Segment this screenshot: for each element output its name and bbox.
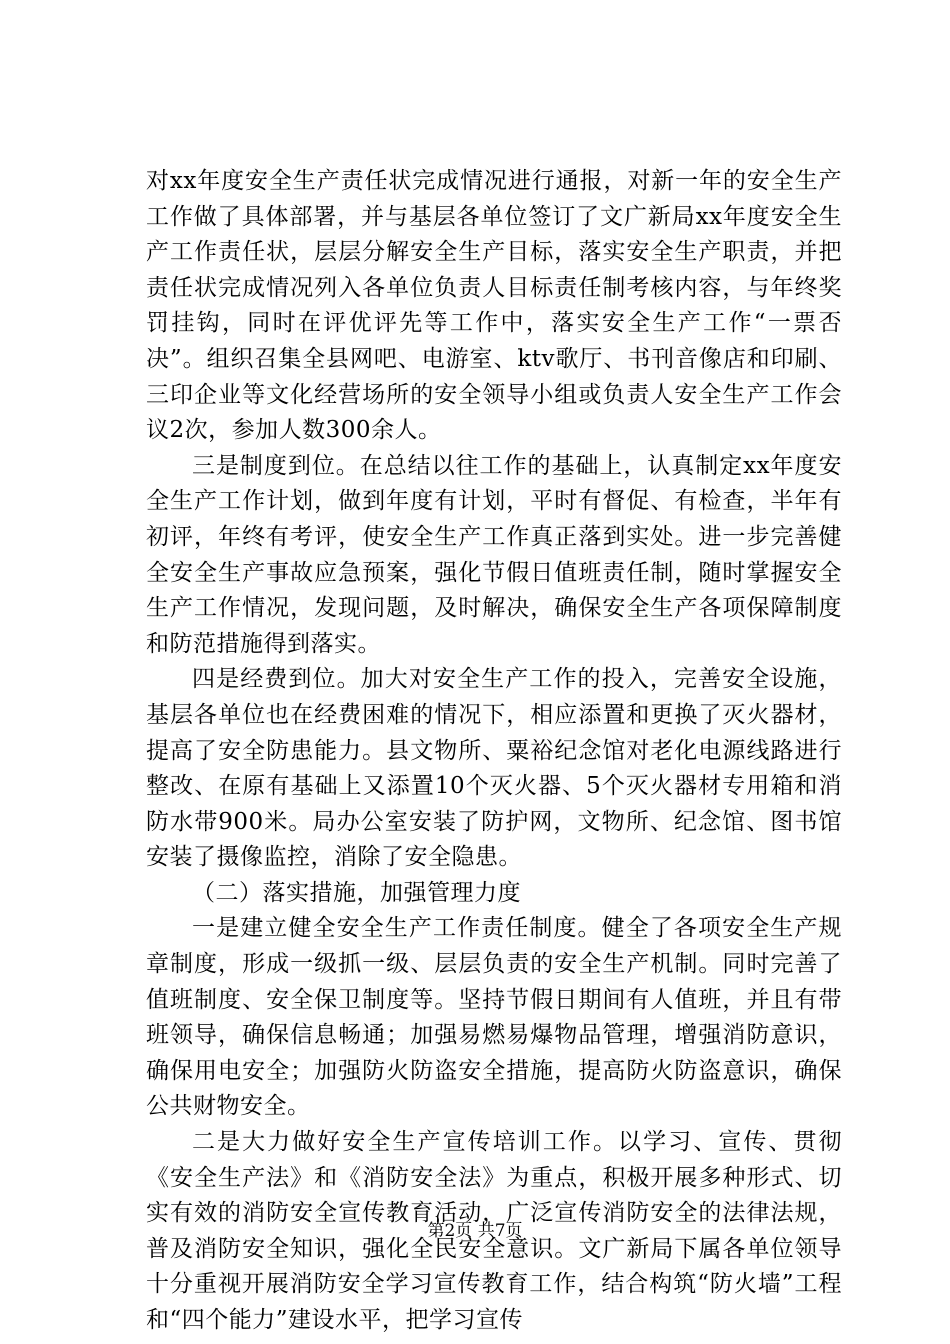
- page-footer: [0, 1220, 950, 1242]
- page-number-label: 第2页 共7页: [427, 1221, 523, 1241]
- paragraph-system-in-place: 三是制度到位。在总结以往工作的基础上，认真制定xx年度安全生产工作计划，做到年度有计划，平时有督促、有检查，半年有初评，年终有考评，使安全生产工作真正落到实处。进一步完善健全安全生产事故应急预案，强化节假日值班责任制，随时掌握安全生产工作情况，发现问题，及时解决，确保安全生产各项保障制度和防范措施得到落实。: [146, 452, 842, 657]
- paragraph-responsibility-system: 一是建立健全安全生产工作责任制度。健全了各项安全生产规章制度，形成一级抓一级、层层负责的安全生产机制。同时完善了值班制度、安全保卫制度等。坚持节假日期间有人值班，并且有带班领导，确保信息畅通；加强易燃易爆物品管理，增强消防意识，确保用电安全；加强防火防盗安全措施，提高防火防盗意识，确保公共财物安全。: [146, 915, 842, 1120]
- section-heading: （二）落实措施，加强管理力度: [192, 879, 521, 906]
- paragraph-publicity-training: 二是大力做好安全生产宣传培训工作。以学习、宣传、贯彻《安全生产法》和《消防安全法》为重点，积极开展多种形式、切实有效的消防安全宣传教育活动，广泛宣传消防安全的法律法规，普及消防安全知识，强化全民安全意识。文广新局下属各单位领导十分重视开展消防安全学习宣传教育工作，结合构筑“防火墙”工程和“四个能力”建设水平，把学习宣传: [146, 1129, 842, 1333]
- document-body: [146, 164, 842, 1339]
- paragraph-funding-in-place: 四是经费到位。加大对安全生产工作的投入，完善安全设施，基层各单位也在经费困难的情况下，相应添置和更换了灭火器材，提高了安全防患能力。县文物所、粟裕纪念馆对老化电源线路进行整改、在原有基础上又添置10个灭火器、5个灭火器材专用箱和消防水带900米。局办公室安装了防护网，文物所、纪念馆、图书馆安装了摄像监控，消除了安全隐患。: [146, 666, 842, 871]
- paragraph-continuation: 对xx年度安全生产责任状完成情况进行通报，对新一年的安全生产工作做了具体部署，并与基层各单位签订了文广新局xx年度安全生产工作责任状，层层分解安全生产目标，落实安全生产职责，并把责任状完成情况列入各单位负责人目标责任制考核内容，与年终奖罚挂钩，同时在评优评先等工作中，落实安全生产工作“一票否决”。组织召集全县网吧、电游室、ktv歌厅、书刊音像店和印刷、三印企业等文化经营场所的安全领导小组或负责人安全生产工作会议2次，参加人数300余人。: [146, 168, 842, 444]
